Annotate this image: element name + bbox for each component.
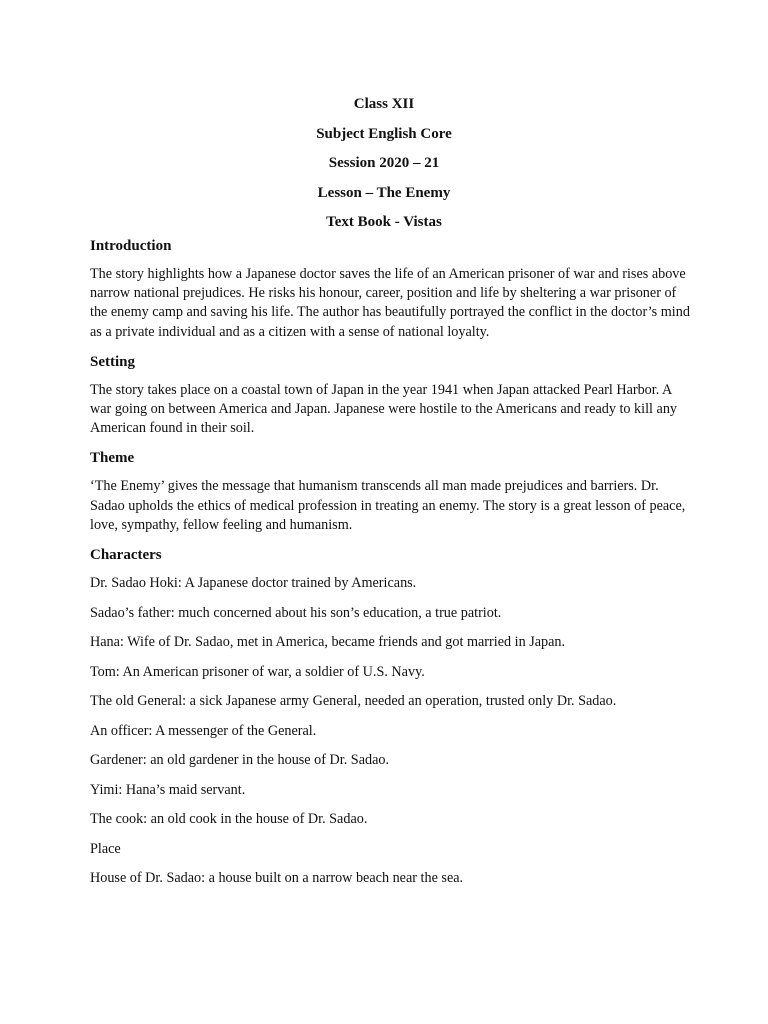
introduction-text: The story highlights how a Japanese doctor saves the life of an American prisoner of war and rises above narrow national prejudices. He risks his honour, career, position and life by sheltering a war prisoner of the enemy camp and saving his life. The author has beautifully portrayed the conflict in the doctor’s mind as a private individual and as a citizen with a sense of national loyalty. [90, 266, 690, 340]
character-item: Yimi: Hana’s maid servant. [90, 781, 246, 798]
theme-text: ‘The Enemy’ gives the message that humanism transcends all man made prejudices and barriers. Dr. Sadao upholds the ethics of medical profession in treating an enemy. The story is a great lesson of peace, love, sympathy, fellow feeling and humanism. [90, 478, 686, 533]
character-item: Tom: An American prisoner of war, a soldier of U.S. Navy. [90, 663, 425, 680]
theme-heading: Theme [90, 450, 135, 467]
document-body [90, 236, 690, 899]
place-text: House of Dr. Sadao: a house built on a narrow beach near the sea. [90, 870, 464, 887]
introduction-heading: Introduction [90, 238, 172, 254]
class-title: Class XII [353, 96, 415, 112]
textbook-title: Text Book - Vistas [326, 214, 442, 230]
character-item: Dr. Sadao Hoki: A Japanese doctor trained by Americans. [90, 575, 417, 592]
session-title: Session 2020 – 21 [328, 155, 440, 171]
character-item: Hana: Wife of Dr. Sadao, met in America, became friends and got married in Japan. [90, 634, 566, 651]
character-item: The cook: an old cook in the house of Dr. Sadao. [90, 811, 368, 828]
character-item: The old General: a sick Japanese army General, needed an operation, trusted only Dr. Sadao. [90, 693, 617, 710]
lesson-title: Lesson – The Enemy [317, 184, 451, 201]
character-item: Sadao’s father: much concerned about his son’s education, a true patriot. [90, 604, 502, 621]
character-item: An officer: A messenger of the General. [90, 722, 317, 739]
document-header [0, 90, 768, 238]
setting-text: The story takes place on a coastal town of Japan in the year 1941 when Japan attacked Pearl Harbor. A war going on between America and Japan. Japanese were hostile to the Americans and ready to kill any American found in their soil. [90, 381, 678, 437]
characters-heading: Characters [90, 547, 162, 564]
character-item: Gardener: an old gardener in the house of Dr. Sadao. [90, 752, 390, 769]
setting-heading: Setting [90, 353, 135, 370]
subject-title: Subject English Core [316, 125, 452, 142]
place-heading: Place [90, 840, 121, 857]
